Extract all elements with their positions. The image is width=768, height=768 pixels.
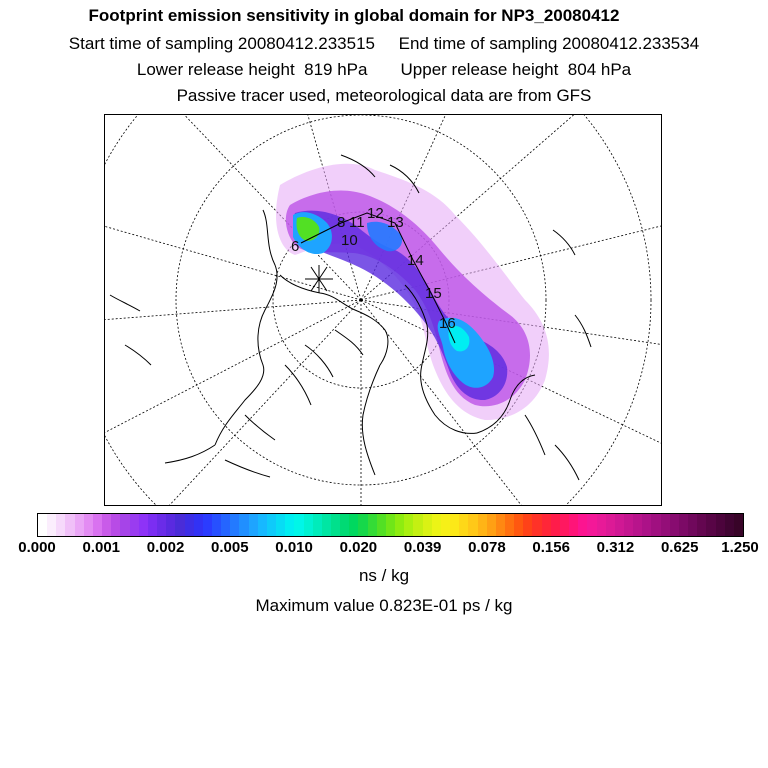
colorbar: [37, 513, 744, 537]
colorbar-segment: [642, 514, 651, 536]
traj-label-8: 8: [337, 214, 346, 231]
colorbar-segment: [56, 514, 65, 536]
colorbar-segment: [65, 514, 74, 536]
colorbar-tick-label: 0.156: [532, 539, 570, 556]
colorbar-tick-label: 0.005: [211, 539, 249, 556]
colorbar-tick-label: 0.010: [275, 539, 313, 556]
colorbar-segment: [139, 514, 148, 536]
colorbar-segment: [304, 514, 313, 536]
colorbar-segment: [542, 514, 551, 536]
colorbar-segment: [130, 514, 139, 536]
release-marker: [305, 265, 333, 293]
colorbar-segment: [670, 514, 679, 536]
map-canvas: [105, 115, 661, 505]
map-panel: [104, 114, 662, 506]
release-height-line: Lower release height 819 hPa Upper release height 804 hPa: [136, 60, 632, 79]
colorbar-segment: [697, 514, 706, 536]
colorbar-segment: [560, 514, 569, 536]
colorbar-segment: [102, 514, 111, 536]
colorbar-segment: [615, 514, 624, 536]
colorbar-segment: [38, 514, 47, 536]
colorbar-segment: [478, 514, 487, 536]
colorbar-segment: [377, 514, 386, 536]
colorbar-segment: [148, 514, 157, 536]
colorbar-segment: [624, 514, 633, 536]
colorbar-segment: [349, 514, 358, 536]
colorbar-segment: [450, 514, 459, 536]
colorbar-segment: [157, 514, 166, 536]
colorbar-segment: [633, 514, 642, 536]
colorbar-segment: [413, 514, 422, 536]
colorbar-segment: [496, 514, 505, 536]
colorbar-segment: [395, 514, 404, 536]
colorbar-tick-label: 0.001: [82, 539, 121, 556]
traj-label-13: 13: [387, 214, 404, 231]
traj-label-16: 16: [439, 315, 456, 332]
colorbar-segment: [267, 514, 276, 536]
traj-label-6: 6: [291, 238, 300, 255]
colorbar-segment: [661, 514, 670, 536]
colorbar-segment: [578, 514, 587, 536]
colorbar-segment: [468, 514, 477, 536]
colorbar-segment: [597, 514, 606, 536]
colorbar-segment: [386, 514, 395, 536]
colorbar-segment: [47, 514, 56, 536]
colorbar-segment: [716, 514, 725, 536]
colorbar-segment: [111, 514, 120, 536]
colorbar-segment: [459, 514, 468, 536]
colorbar-tick-label: 0.020: [339, 539, 378, 556]
colorbar-segment: [514, 514, 523, 536]
colorbar-segment: [249, 514, 258, 536]
colorbar-segment: [166, 514, 175, 536]
colorbar-tick-label: 0.625: [660, 539, 699, 556]
colorbar-segment: [212, 514, 221, 536]
map-title: Footprint emission sensitivity in global domain for NP3_20080412: [88, 6, 620, 25]
colorbar-segment: [423, 514, 432, 536]
colorbar-tick-label: 0.312: [596, 539, 635, 556]
colorbar-tick-labels: [0, 539, 768, 559]
colorbar-segment: [285, 514, 294, 536]
colorbar-segment: [230, 514, 239, 536]
traj-label-10: 10: [341, 232, 358, 249]
colorbar-segment: [194, 514, 203, 536]
colorbar-segment: [734, 514, 743, 536]
colorbar-segment: [358, 514, 367, 536]
colorbar-segment: [432, 514, 441, 536]
colorbar-segment: [569, 514, 578, 536]
colorbar-segment: [587, 514, 596, 536]
colorbar-segment: [120, 514, 129, 536]
colorbar-segment: [294, 514, 303, 536]
traj-label-12: 12: [367, 205, 384, 222]
colorbar-segment: [725, 514, 734, 536]
traj-label-15: 15: [425, 285, 442, 302]
colorbar-segment: [322, 514, 331, 536]
traj-label-14: 14: [407, 252, 424, 269]
tracer-info-line: Passive tracer used, meteorological data are from GFS: [176, 86, 592, 105]
colorbar-segment: [84, 514, 93, 536]
colorbar-tick-label: 0.039: [403, 539, 442, 556]
traj-label-11: 11: [349, 214, 365, 231]
colorbar-segment: [368, 514, 377, 536]
maximum-value-text: Maximum value 0.823E-01 ps / kg: [255, 596, 513, 615]
colorbar-tick-label: 1.250: [721, 539, 759, 556]
colorbar-segment: [532, 514, 541, 536]
colorbar-segment: [175, 514, 184, 536]
colorbar-segment: [688, 514, 697, 536]
colorbar-segment: [441, 514, 450, 536]
colorbar-segment: [239, 514, 248, 536]
colorbar-segment: [706, 514, 715, 536]
colorbar-units: ns / kg: [358, 566, 410, 585]
colorbar-segment: [551, 514, 560, 536]
colorbar-segment: [331, 514, 340, 536]
colorbar-segment: [313, 514, 322, 536]
colorbar-segment: [340, 514, 349, 536]
colorbar-segment: [651, 514, 660, 536]
colorbar-segment: [203, 514, 212, 536]
colorbar-segment: [258, 514, 267, 536]
colorbar-tick-label: 0.002: [146, 539, 185, 556]
colorbar-segment: [404, 514, 413, 536]
colorbar-segment: [276, 514, 285, 536]
colorbar-segment: [606, 514, 615, 536]
colorbar-segment: [221, 514, 230, 536]
colorbar-segment: [75, 514, 84, 536]
colorbar-segment: [93, 514, 102, 536]
sampling-time-line: Start time of sampling 20080412.233515 End time of sampling 20080412.233534: [68, 34, 700, 53]
colorbar-segment: [487, 514, 496, 536]
colorbar-segment: [185, 514, 194, 536]
colorbar-segment: [505, 514, 514, 536]
colorbar-segment: [679, 514, 688, 536]
colorbar-tick-label: 0.000: [18, 539, 56, 556]
colorbar-segment: [523, 514, 532, 536]
colorbar-tick-label: 0.078: [468, 539, 506, 556]
